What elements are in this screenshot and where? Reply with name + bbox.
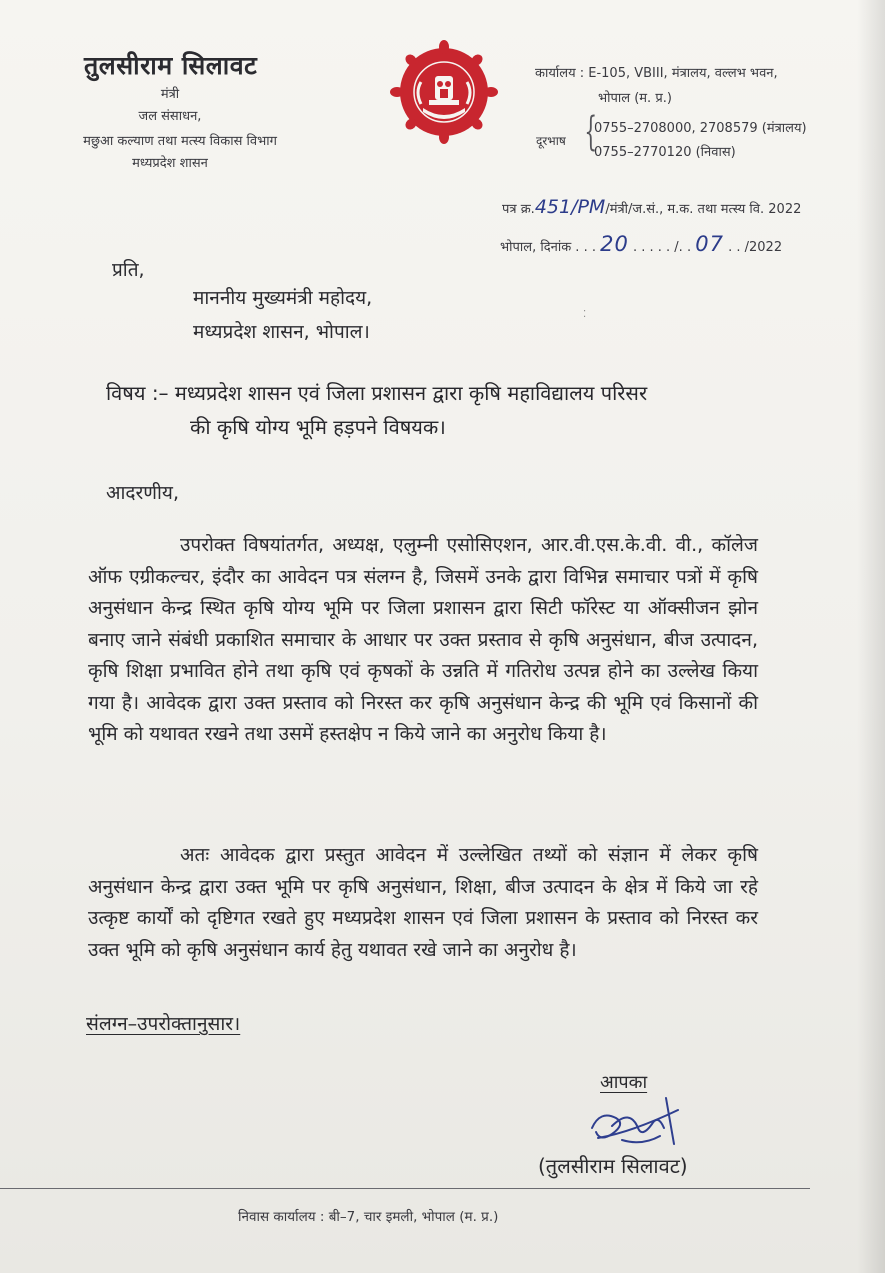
subject (106, 376, 766, 444)
department-line-2: मछुआ कल्याण तथा मत्स्य विकास विभाग (83, 134, 277, 149)
department-line-1: जल संसाधन, (138, 109, 202, 124)
date-day: 20 (600, 232, 629, 256)
subject-line-1: विषय :– मध्यप्रदेश शासन एवं जिला प्रशासन द्वारा कृषि महाविद्यालय परिसर (106, 381, 648, 405)
residence-office-address: निवास कार्यालय : बी–7, चार इमली, भोपाल (म. प्र.) (238, 1209, 499, 1225)
date-year: /2022 (744, 240, 783, 255)
speck: ⁚ (583, 309, 587, 320)
office-address-line-2: भोपाल (म. प्र.) (598, 91, 672, 106)
reference-number (502, 196, 801, 218)
office-address-line-1: कार्यालय : E-105, VBIII, मंत्रालय, वल्लभ भवन, (535, 66, 778, 81)
reference-handwritten-number: 451/PM (534, 196, 606, 218)
footer-divider (0, 1188, 810, 1189)
phone-line-2: 0755–2770120 (निवास) (594, 145, 736, 160)
salutation: आदरणीय, (106, 482, 179, 504)
government-name: मध्यप्रदेश शासन (132, 156, 208, 171)
letter-date: भोपाल, दिनांक . . . 20 . . . . . /. . 07 . . /2022 (500, 232, 783, 256)
recipient-line-2: मध्यप्रदेश शासन, भोपाल। (193, 321, 370, 343)
phone-label: दूरभाष (536, 134, 566, 148)
handwritten-signature-icon (582, 1088, 692, 1158)
page-edge-shadow (857, 0, 885, 1273)
minister-name: तुलसीराम सिलावट (84, 51, 258, 80)
body-paragraph-1: उपरोक्त विषयांतर्गत, अध्यक्ष, एलुम्नी एसोसिएशन, आर.वी.एस.के.वी. वी., कॉलेज ऑफ एग्रीकल्चर, इंदौर का आवेदन पत्र संलग्न है, जिसमें उनके द्वारा विभिन्न समाचार पत्रों में कृषि अनुसंधान केन्द्र स्थित कृषि योग्य भूमि पर जिला प्रशासन द्वारा सिटी फॉरेस्ट या ऑक्सीजन झोन बनाए जाने संबंधी प्रकाशित समाचार के आधार पर उक्त प्रस्ताव से कृषि अनुसंधान, बीज उत्पादन, कृषि शिक्षा प्रभावित होने तथा कृषि एवं कृषकों के उन्नति में गतिरोध उत्पन्न होने का उल्लेख किया गया है। आवेदक द्वारा उक्त प्रस्ताव को निरस्त कर कृषि अनुसंधान केन्द्र की भूमि एवं किसानों की भूमि को यथावत रखने तथा उसमें हस्तक्षेप न किये जाने का अनुरोध किया है। (88, 534, 758, 745)
signatory-name: (तुलसीराम सिलावट) (538, 1154, 688, 1178)
recipient-line-1: माननीय मुख्यमंत्री महोदय, (193, 287, 373, 309)
madhya-pradesh-emblem-icon (385, 38, 503, 146)
reference-suffix: /मंत्री/ज.सं., म.क. तथा मत्स्य वि. 2022 (605, 202, 802, 217)
closing: आपका (600, 1072, 648, 1093)
date-prefix: भोपाल, दिनांक (500, 240, 572, 255)
brace-glyph: { (584, 109, 598, 155)
body-paragraph-2: अतः आवेदक द्वारा प्रस्तुत आवेदन में उल्लेखित तथ्यों को संज्ञान में लेकर कृषि अनुसंधान केन्द्र द्वारा उक्त भूमि पर कृषि अनुसंधान, शिक्षा, बीज उत्पादन के क्षेत्र में किये जा रहे उत्कृष्ट कार्यों को दृष्टिगत रखते हुए मध्यप्रदेश शासन एवं जिला प्रशासन के प्रस्ताव को निरस्त कर उक्त भूमि को कृषि अनुसंधान कार्य हेतु यथावत रखे जाने का अनुरोध है। (88, 844, 758, 961)
phone-line-1: 0755–2708000, 2708579 (मंत्रालय) (594, 121, 807, 136)
subject-line-2: की कृषि योग्य भूमि हड़पने विषयक। (190, 415, 446, 439)
reference-prefix: पत्र क्र. (502, 202, 535, 217)
recipient-to: प्रति, (112, 259, 145, 281)
enclosure-note: संलग्न–उपरोक्तानुसार। (86, 1013, 241, 1035)
date-month: 07 (695, 232, 724, 256)
designation: मंत्री (160, 87, 180, 102)
